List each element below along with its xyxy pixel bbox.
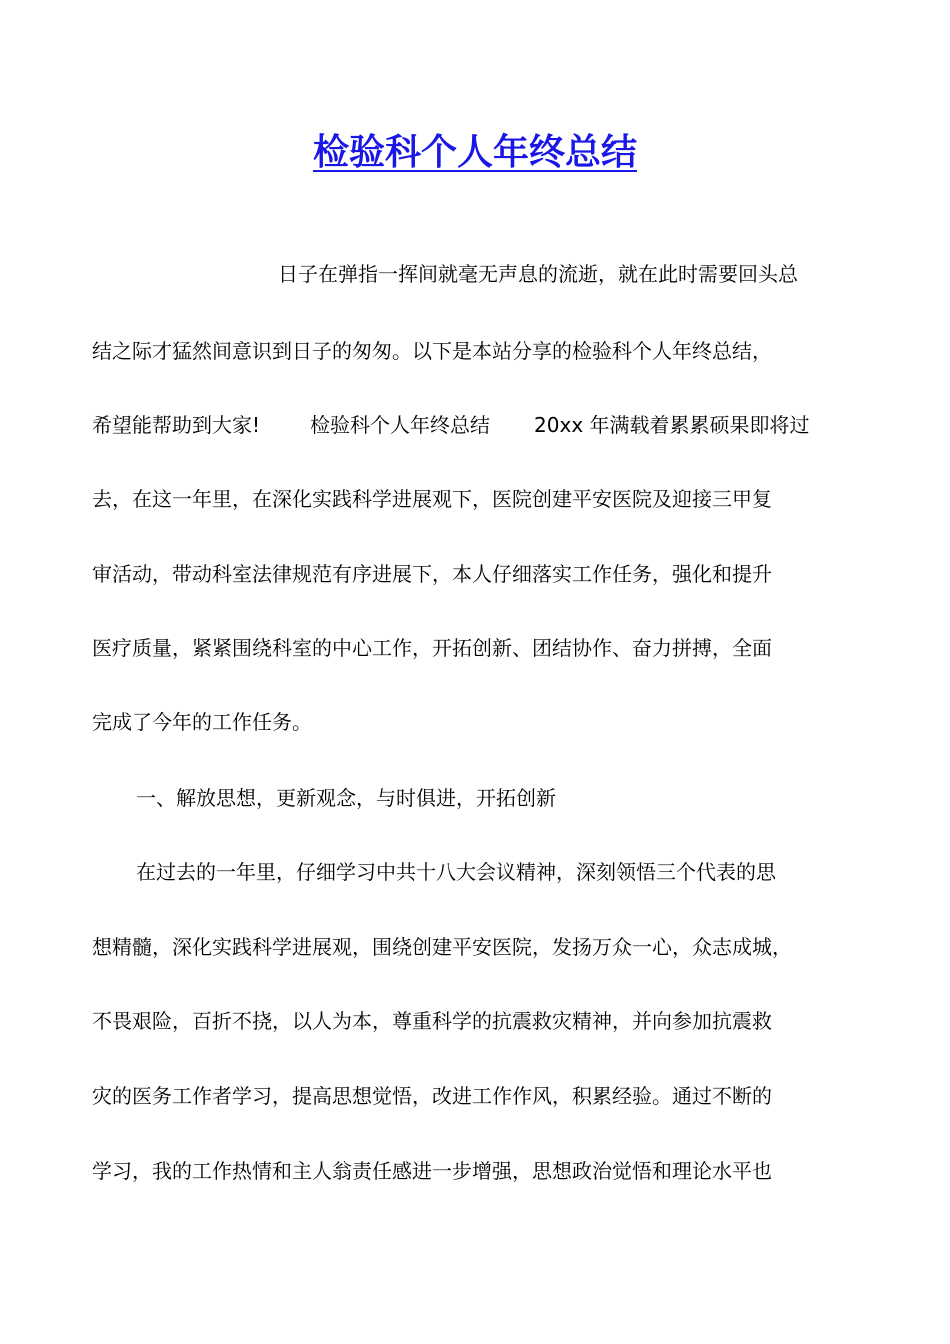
paragraph-line: 结之际才猛然间意识到日子的匆匆。以下是本站分享的检验科个人年终总结， (92, 339, 772, 363)
line-segment: 希望能帮助到大家! (92, 413, 261, 437)
paragraph-line: 想精髓，深化实践科学进展观，围绕创建平安医院，发扬万众一心，众志成城， (92, 935, 792, 959)
paragraph-line: 审活动，带动科室法律规范有序进展下，本人仔细落实工作任务，强化和提升 (92, 562, 772, 586)
line-segment: 过 (789, 413, 810, 437)
paragraph-line: 日子在弹指一挥间就毫无声息的流逝，就在此时需要回头总 (278, 262, 798, 286)
section-heading: 一、解放思想，更新观念，与时俱进，开拓创新 (136, 786, 556, 810)
paragraph-line (92, 410, 882, 440)
line-segment: 20xx 年满载着累累硕果即将 (534, 413, 790, 437)
paragraph-line: 在过去的一年里，仔细学习中共十八大会议精神，深刻领悟三个代表的思 (136, 860, 776, 884)
document-title (0, 125, 950, 181)
paragraph-line: 医疗质量，紧紧围绕科室的中心工作，开拓创新、团结协作、奋力拼搏，全面 (92, 636, 772, 660)
document-title-link[interactable]: 检验科个人年终总结 (312, 132, 637, 173)
paragraph-line: 学习，我的工作热情和主人翁责任感进一步增强，思想政治觉悟和理论水平也 (92, 1159, 772, 1183)
line-segment: 检验科个人年终总结 (310, 413, 491, 437)
paragraph-line: 去，在这一年里，在深化实践科学进展观下，医院创建平安医院及迎接三甲复 (92, 487, 772, 511)
paragraph-line: 不畏艰险，百折不挠，以人为本，尊重科学的抗震救灾精神，并向参加抗震救 (92, 1009, 772, 1033)
paragraph-line: 灾的医务工作者学习，提高思想觉悟，改进工作作风，积累经验。通过不断的 (92, 1084, 772, 1108)
paragraph-line: 完成了今年的工作任务。 (92, 710, 312, 734)
